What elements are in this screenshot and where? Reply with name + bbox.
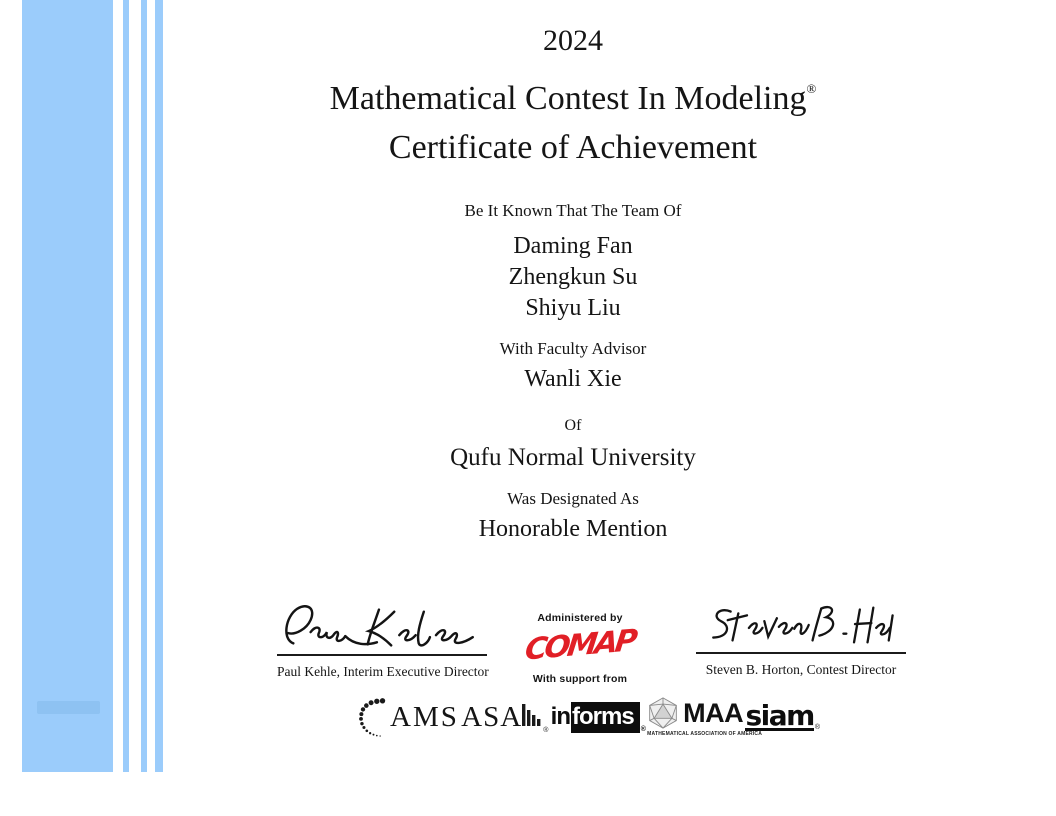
steven-horton-signature-icon: [696, 598, 906, 654]
certificate-body: [170, 0, 976, 545]
asa-registered-mark: ®: [543, 726, 549, 734]
maa-logo: [647, 697, 763, 737]
advisor-name: Wanli Xie: [524, 366, 622, 393]
stripe-thin-2: [141, 0, 147, 772]
sponsor-logos-row: [358, 696, 820, 738]
contest-title-text: Mathematical Contest In Modeling: [329, 79, 807, 117]
stripe-watermark: [37, 701, 100, 714]
asa-logo: [461, 701, 548, 734]
maa-caption: MATHEMATICAL ASSOCIATION OF AMERICA: [647, 731, 763, 737]
right-signature-block: [696, 598, 906, 678]
advisor-intro-label: With Faculty Advisor: [499, 339, 647, 359]
maa-logo-text: MAA: [683, 697, 744, 728]
informs-in-text: in: [550, 703, 570, 730]
stripe-thin-3: [155, 0, 163, 772]
with-support-label: With support from: [532, 673, 628, 685]
certificate-subtitle: Certificate of Achievement: [388, 129, 758, 167]
asa-bars-icon: [522, 702, 542, 732]
ams-logo-text: AMS: [390, 700, 459, 733]
team-member-list: [170, 231, 976, 324]
administered-block: [505, 612, 655, 685]
team-member-name: Zhengkun Su: [508, 264, 638, 291]
siam-registered-mark: ®: [814, 724, 820, 732]
contest-title: [170, 79, 976, 120]
comap-logo: [505, 623, 655, 670]
comap-logo-text: COMAP: [523, 623, 637, 668]
ams-dots-icon: [358, 697, 388, 737]
left-signature-block: [277, 600, 487, 680]
of-label: Of: [564, 417, 582, 435]
team-intro-label: Be It Known That The Team Of: [464, 201, 682, 221]
institution-name: Qufu Normal University: [450, 444, 696, 472]
team-member-name: Shiyu Liu: [525, 295, 621, 322]
left-signature-caption: Paul Kehle, Interim Executive Director: [277, 664, 489, 679]
informs-forms-box: forms: [571, 702, 640, 733]
registered-trademark-mark: ®: [806, 80, 817, 96]
team-member-name: Daming Fan: [513, 233, 633, 260]
informs-logo: [551, 702, 645, 733]
siam-logo: [745, 698, 820, 732]
stripe-thin-1: [123, 0, 129, 772]
informs-registered-mark: ®: [640, 725, 645, 733]
paul-kehle-signature-icon: [277, 600, 487, 656]
designation-intro-label: Was Designated As: [507, 489, 639, 509]
ams-logo: [358, 697, 459, 737]
administered-by-label: Administered by: [537, 612, 623, 624]
asa-logo-text: ASA: [461, 700, 523, 733]
stripe-wide: [22, 0, 113, 772]
maa-polyhedron-icon: [647, 697, 679, 729]
right-signature-caption: Steven B. Horton, Contest Director: [705, 662, 897, 677]
designation-name: Honorable Mention: [478, 516, 668, 543]
year-heading: 2024: [543, 24, 603, 57]
siam-logo-text: siam: [745, 698, 814, 732]
